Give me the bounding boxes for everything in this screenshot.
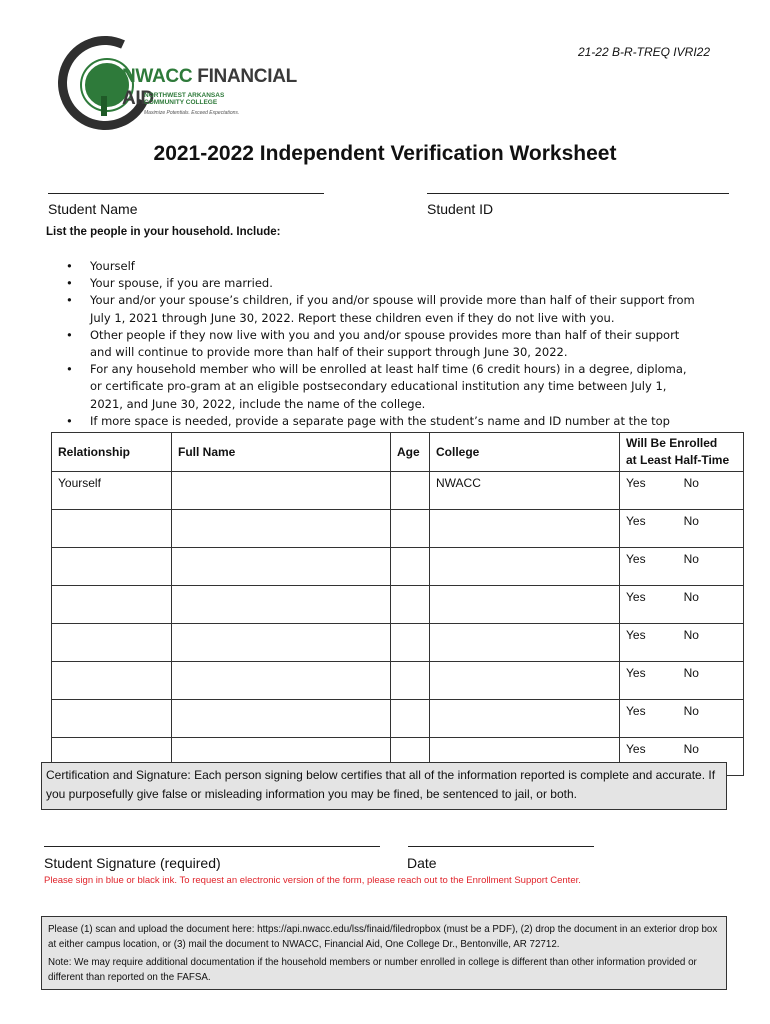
no-option[interactable]: No [683, 514, 699, 528]
no-option[interactable]: No [683, 704, 699, 718]
age-cell[interactable] [391, 700, 430, 738]
sign-ink-note: Please sign in blue or black ink. To request an electronic version of the form, please reach out to the Enrollment Support Center. [44, 875, 581, 886]
no-option[interactable]: No [683, 666, 699, 680]
household-table [51, 432, 744, 776]
table-row [52, 662, 744, 700]
table-row [52, 586, 744, 624]
yes-option[interactable]: Yes [626, 590, 646, 604]
header-full-name: Full Name [172, 433, 391, 472]
logo-subtitle: NORTHWEST ARKANSAS COMMUNITY COLLEGE [144, 92, 225, 106]
yes-option[interactable]: Yes [626, 476, 646, 490]
relationship-cell[interactable] [52, 586, 172, 624]
full-name-cell[interactable] [172, 586, 391, 624]
nwacc-logo [58, 36, 328, 128]
full-name-cell[interactable] [172, 472, 391, 510]
header-relationship: Relationship [52, 433, 172, 472]
full-name-cell[interactable] [172, 548, 391, 586]
college-cell[interactable] [430, 624, 620, 662]
bullet-icon: • [66, 413, 73, 428]
age-cell[interactable] [391, 624, 430, 662]
age-cell[interactable] [391, 548, 430, 586]
age-cell[interactable] [391, 662, 430, 700]
yes-option[interactable]: Yes [626, 628, 646, 642]
list-item: • Your spouse, if you are married. [60, 275, 700, 292]
enrolled-cell [620, 700, 744, 738]
college-cell[interactable] [430, 510, 620, 548]
bullet-icon: • [66, 362, 73, 377]
relationship-cell[interactable] [52, 662, 172, 700]
college-cell[interactable] [430, 662, 620, 700]
enrolled-cell [620, 472, 744, 510]
yes-option[interactable]: Yes [626, 552, 646, 566]
college-cell[interactable]: NWACC [430, 472, 620, 510]
no-option[interactable]: No [683, 590, 699, 604]
logo-tagline: Maximize Potentials. Exceed Expectations. [144, 110, 240, 116]
enrolled-cell [620, 624, 744, 662]
student-id-line[interactable] [427, 193, 729, 194]
college-cell[interactable] [430, 586, 620, 624]
age-cell[interactable] [391, 510, 430, 548]
student-name-line[interactable] [48, 193, 324, 194]
bullet-icon: • [66, 276, 73, 291]
bullet-icon: • [66, 259, 73, 273]
full-name-cell[interactable] [172, 662, 391, 700]
table-row [52, 548, 744, 586]
college-cell[interactable] [430, 700, 620, 738]
household-intro: List the people in your household. Include: [46, 226, 281, 238]
yes-option[interactable]: Yes [626, 704, 646, 718]
logo-name: NWACC FINANCIAL AID [122, 66, 297, 109]
certification-box: Certification and Signature: Each person signing below certifies that all of the information reported is complete and accurate. If you purposefully give false or misleading information you may be fined, be sentenced to jail, or both. [41, 762, 727, 810]
form-code: 21-22 B-R-TREQ IVRI22 [577, 45, 710, 59]
enrolled-cell [620, 548, 744, 586]
no-option[interactable]: No [683, 476, 699, 490]
list-item: • For any household member who will be enrolled at least half time (6 credit hours) in a degree, diploma, or certificate pro-gram at an eligible postsecondary educational institution any time between July 1, 2021, and June 30, 2022, include the name of the college. [66, 362, 687, 411]
enrolled-cell [620, 510, 744, 548]
age-cell[interactable] [391, 472, 430, 510]
submission-instructions: Please (1) scan and upload the document here: https://api.nwacc.edu/lss/finaid/filedropbox (must be a PDF), (2) drop the document in an exterior drop box at either campus location, or (3) mail the document to NWACC, Financial Aid, One College Dr., Bentonville, AR 72712. [48, 924, 718, 950]
student-name-label: Student Name [48, 201, 138, 217]
full-name-cell[interactable] [172, 624, 391, 662]
list-item: • Yourself [60, 258, 700, 275]
relationship-cell[interactable] [52, 624, 172, 662]
student-id-label: Student ID [427, 201, 494, 217]
submission-info-box [41, 916, 727, 990]
bullet-icon: • [66, 293, 73, 308]
household-bullet-list [60, 258, 700, 430]
no-option[interactable]: No [683, 552, 699, 566]
table-row [52, 472, 744, 510]
yes-option[interactable]: Yes [626, 666, 646, 680]
full-name-cell[interactable] [172, 510, 391, 548]
tree-trunk-icon [101, 96, 107, 116]
list-item: • If more space is needed, provide a separate page with the student’s name and ID number at the top [60, 413, 700, 430]
enrolled-cell [620, 586, 744, 624]
list-item: • Other people if they now live with you and you and/or spouse provides more than half of their support and will continue to provide more than half of their support through June 30, 2022. [66, 327, 680, 360]
yes-option[interactable]: Yes [626, 742, 646, 756]
list-item: • Your and/or your spouse’s children, if you and/or spouse will provide more than half of their support from July 1, 2021 through June 30, 2022. Report these children even if they do not live with you. [66, 293, 695, 325]
relationship-cell[interactable] [52, 548, 172, 586]
enrolled-cell [620, 662, 744, 700]
header-college: College [430, 433, 620, 472]
no-option[interactable]: No [683, 742, 699, 756]
header-enrolled: Will Be Enrolled at Least Half-Time [620, 433, 744, 472]
date-line[interactable] [408, 846, 594, 847]
header-age: Age [391, 433, 430, 472]
date-label: Date [407, 855, 437, 871]
bullet-icon: • [66, 327, 73, 342]
yes-option[interactable]: Yes [626, 514, 646, 528]
age-cell[interactable] [391, 586, 430, 624]
table-row [52, 510, 744, 548]
table-row [52, 700, 744, 738]
additional-documentation-note: Note: We may require additional documentation if the household members or number enrolled in college is different than other information provided or different than reported on the FAFSA. [48, 957, 697, 983]
full-name-cell[interactable] [172, 700, 391, 738]
student-signature-line[interactable] [44, 846, 380, 847]
relationship-cell[interactable] [52, 700, 172, 738]
page-title: 2021-2022 Independent Verification Worksheet [153, 142, 617, 165]
table-header-row [52, 433, 744, 472]
relationship-cell[interactable] [52, 510, 172, 548]
student-signature-label: Student Signature (required) [44, 855, 221, 871]
relationship-cell[interactable]: Yourself [52, 472, 172, 510]
no-option[interactable]: No [683, 628, 699, 642]
college-cell[interactable] [430, 548, 620, 586]
table-row [52, 624, 744, 662]
